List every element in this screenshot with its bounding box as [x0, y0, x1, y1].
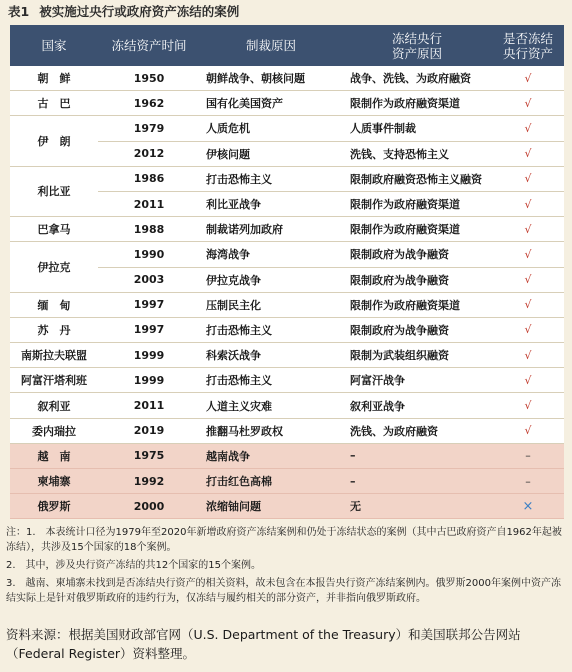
check-mark-icon: √ — [524, 121, 532, 135]
table-row — [10, 217, 564, 242]
table-number: 表1 — [8, 4, 30, 19]
check-mark-icon: √ — [524, 172, 532, 186]
cell-year: 2019 — [98, 418, 200, 443]
table-row — [10, 368, 564, 393]
cell-cause: 洗钱、支持恐怖主义 — [342, 141, 492, 166]
check-mark-icon: √ — [524, 71, 532, 85]
cell-country: 巴拿马 — [10, 217, 98, 242]
cell-year: 2011 — [98, 393, 200, 418]
cell-cause: 限制为武装组织融资 — [342, 343, 492, 368]
cell-country: 利比亚 — [10, 166, 98, 216]
header-time: 冻结资产时间 — [98, 25, 200, 66]
check-mark-icon: √ — [524, 222, 532, 236]
cell-cb-frozen — [492, 217, 564, 242]
cell-year: 2011 — [98, 191, 200, 216]
table-row — [10, 166, 564, 191]
cell-cb-frozen — [492, 469, 564, 494]
cell-reason: 人道主义灾难 — [200, 393, 342, 418]
cell-cb-frozen — [492, 393, 564, 418]
table-row — [10, 66, 564, 91]
cell-country: 古 巴 — [10, 91, 98, 116]
cross-mark-icon: × — [522, 498, 534, 514]
cell-cause: 阿富汗战争 — [342, 368, 492, 393]
table-row — [10, 242, 564, 267]
cell-cause: 限制作为政府融资渠道 — [342, 91, 492, 116]
cell-year: 1962 — [98, 91, 200, 116]
cell-reason: 打击恐怖主义 — [200, 368, 342, 393]
cell-country: 委内瑞拉 — [10, 418, 98, 443]
check-mark-icon: √ — [524, 147, 532, 161]
check-mark-icon: √ — [524, 373, 532, 387]
check-mark-icon: √ — [524, 273, 532, 287]
cell-cb-frozen — [492, 418, 564, 443]
cell-cause: 洗钱、为政府融资 — [342, 418, 492, 443]
dash-mark: – — [525, 449, 531, 463]
cell-country: 苏 丹 — [10, 317, 98, 342]
table-body — [10, 66, 564, 519]
cell-cb-frozen — [492, 191, 564, 216]
table-title — [8, 2, 239, 22]
check-mark-icon: √ — [524, 197, 532, 211]
cell-cause: 战争、洗钱、为政府融资 — [342, 66, 492, 91]
check-mark-icon: √ — [524, 323, 532, 337]
cell-reason: 打击红色高棉 — [200, 469, 342, 494]
cell-cause: 人质事件制裁 — [342, 116, 492, 141]
cell-cause: 叙利亚战争 — [342, 393, 492, 418]
table-row — [10, 393, 564, 418]
cell-cause: 限制政府为战争融资 — [342, 317, 492, 342]
source-note: 资料来源：根据美国财政部官网（U.S. Department of the Treasury）和美国联邦公告网站（Federal Register）资料整理。 — [6, 627, 521, 661]
cell-reason: 海湾战争 — [200, 242, 342, 267]
cell-country: 南斯拉夫联盟 — [10, 343, 98, 368]
cell-cause: 限制政府融资恐怖主义融资 — [342, 166, 492, 191]
note-1: 注：1. 本表统计口径为1979年至2020年新增政府资产冻结案例和仍处于冻结状态的案例（其中古巴政府资产自1962年起被冻结），共涉及15个国家的18个案例。 — [6, 527, 562, 553]
check-mark-icon: √ — [524, 424, 532, 438]
cell-cb-frozen — [492, 267, 564, 292]
cell-cb-frozen — [492, 292, 564, 317]
header-cause: 冻结央行 资产原因 — [342, 25, 492, 66]
cell-year: 1999 — [98, 368, 200, 393]
table-row — [10, 443, 564, 468]
cell-year: 1997 — [98, 292, 200, 317]
cell-cause: 限制政府为战争融资 — [342, 267, 492, 292]
sanctions-table — [10, 25, 564, 519]
cell-country: 叙利亚 — [10, 393, 98, 418]
cell-cb-frozen — [492, 443, 564, 468]
cell-country: 俄罗斯 — [10, 494, 98, 519]
table-row — [10, 343, 564, 368]
cell-cause: – — [342, 469, 492, 494]
dash-mark: – — [525, 474, 531, 488]
cell-year: 1997 — [98, 317, 200, 342]
cell-reason: 人质危机 — [200, 116, 342, 141]
cell-cb-frozen — [492, 116, 564, 141]
cell-reason: 利比亚战争 — [200, 191, 342, 216]
cell-year: 1992 — [98, 469, 200, 494]
cell-reason: 朝鲜战争、朝核问题 — [200, 66, 342, 91]
table-row — [10, 494, 564, 519]
cell-reason: 科索沃战争 — [200, 343, 342, 368]
table-row — [10, 317, 564, 342]
cell-reason: 伊拉克战争 — [200, 267, 342, 292]
cell-reason: 伊核问题 — [200, 141, 342, 166]
header-reason: 制裁原因 — [200, 25, 342, 66]
cell-country: 越 南 — [10, 443, 98, 468]
cell-year: 1979 — [98, 116, 200, 141]
cell-cb-frozen — [492, 242, 564, 267]
table-title-text: 被实施过央行或政府资产冻结的案例 — [39, 4, 240, 19]
cell-year: 1988 — [98, 217, 200, 242]
cell-country: 柬埔寨 — [10, 469, 98, 494]
check-mark-icon: √ — [524, 298, 532, 312]
check-mark-icon: √ — [524, 247, 532, 261]
check-mark-icon: √ — [524, 96, 532, 110]
cell-year: 1990 — [98, 242, 200, 267]
cell-year: 1950 — [98, 66, 200, 91]
cell-reason: 浓缩铀问题 — [200, 494, 342, 519]
check-mark-icon: √ — [524, 348, 532, 362]
note-3: 3. 越南、柬埔寨未找到是否冻结央行资产的相关资料，故未包含在本报告央行资产冻结案例内。俄罗斯2000年案例中资产冻结实际上是针对俄罗斯政府的违约行为，仅冻结与履约相关的部分资产，并非指向俄罗斯政府。 — [6, 578, 561, 604]
cell-country: 阿富汗塔利班 — [10, 368, 98, 393]
cell-year: 1999 — [98, 343, 200, 368]
cell-reason: 制裁诺列加政府 — [200, 217, 342, 242]
cell-reason: 打击恐怖主义 — [200, 317, 342, 342]
table-row — [10, 292, 564, 317]
cell-year: 2000 — [98, 494, 200, 519]
cell-reason: 打击恐怖主义 — [200, 166, 342, 191]
cell-cb-frozen — [492, 91, 564, 116]
note-2: 2. 其中，涉及央行资产冻结的共12个国家的15个案例。 — [6, 560, 261, 571]
cell-country: 伊 朗 — [10, 116, 98, 166]
cell-reason: 国有化美国资产 — [200, 91, 342, 116]
table-header-row — [10, 25, 564, 66]
cell-country: 缅 甸 — [10, 292, 98, 317]
cell-cb-frozen — [492, 317, 564, 342]
cell-cause: – — [342, 443, 492, 468]
header-cb-frozen: 是否冻结 央行资产 — [492, 25, 564, 66]
cell-cb-frozen — [492, 166, 564, 191]
cell-cause: 限制作为政府融资渠道 — [342, 217, 492, 242]
cell-reason: 推翻马杜罗政权 — [200, 418, 342, 443]
cell-cause: 无 — [342, 494, 492, 519]
cell-year: 1986 — [98, 166, 200, 191]
table-notes — [6, 525, 564, 606]
cell-cause: 限制作为政府融资渠道 — [342, 191, 492, 216]
cell-cb-frozen — [492, 368, 564, 393]
header-country: 国家 — [10, 25, 98, 66]
table-row — [10, 469, 564, 494]
cell-cb-frozen — [492, 494, 564, 519]
cell-cb-frozen — [492, 66, 564, 91]
cell-year: 2003 — [98, 267, 200, 292]
cell-country: 伊拉克 — [10, 242, 98, 292]
cell-cb-frozen — [492, 343, 564, 368]
cell-reason: 压制民主化 — [200, 292, 342, 317]
cell-cause: 限制作为政府融资渠道 — [342, 292, 492, 317]
cell-year: 2012 — [98, 141, 200, 166]
table-row — [10, 418, 564, 443]
cell-year: 1975 — [98, 443, 200, 468]
cell-cause: 限制政府为战争融资 — [342, 242, 492, 267]
cell-cb-frozen — [492, 141, 564, 166]
check-mark-icon: √ — [524, 399, 532, 413]
cell-reason: 越南战争 — [200, 443, 342, 468]
cell-country: 朝 鲜 — [10, 66, 98, 91]
table-row — [10, 116, 564, 141]
table-row — [10, 91, 564, 116]
